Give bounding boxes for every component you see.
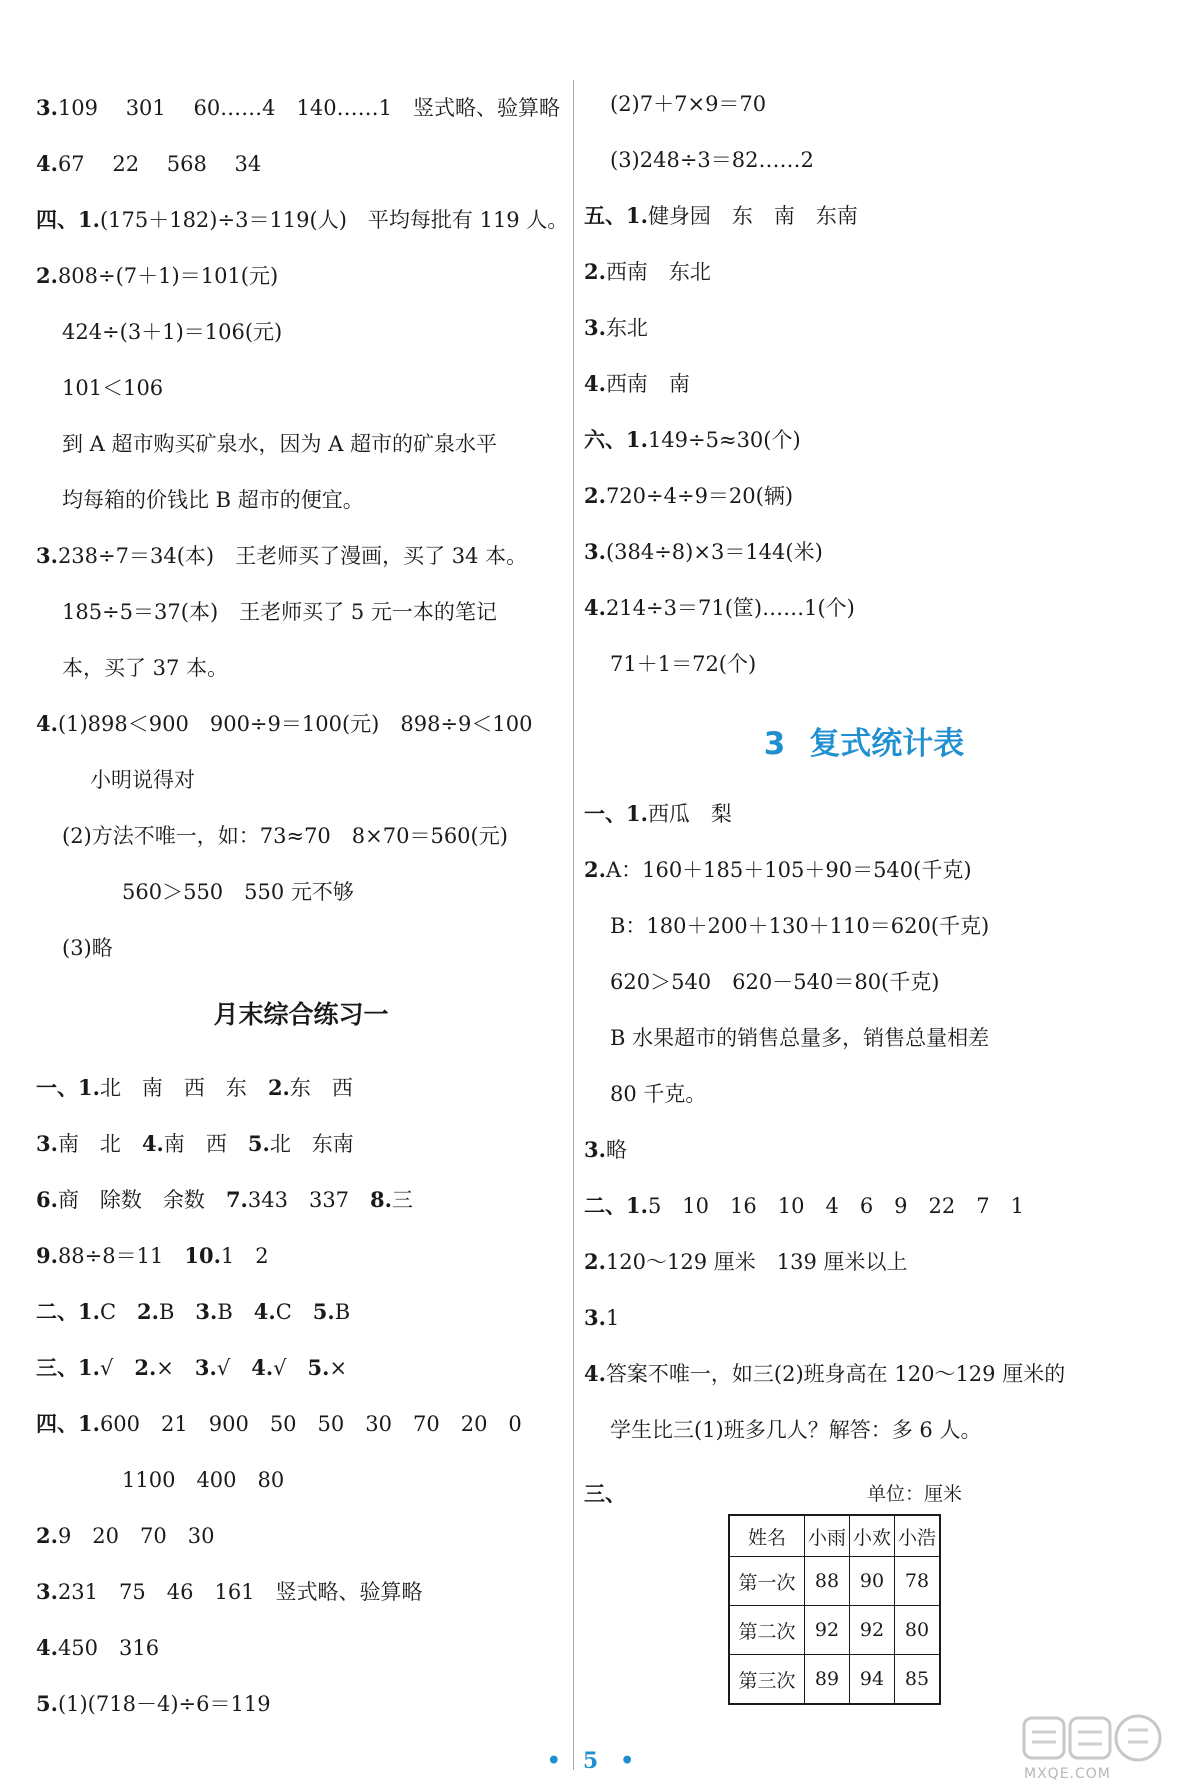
answer-line: 四、1.(175＋182)÷3＝119(人) 平均每批有 119 人。	[36, 207, 569, 232]
answer-line: 五、1.健身园 东 南 东南	[584, 203, 858, 228]
decor-dot: •	[620, 1748, 635, 1774]
chapter-name: 复式统计表	[809, 726, 965, 762]
answer-line: 2.西南 东北	[584, 259, 711, 284]
answer-line: 4.450 316	[36, 1635, 160, 1660]
answer-line: 3.238÷7＝34(本) 王老师买了漫画，买了 34 本。	[36, 543, 528, 568]
answer-line: 560＞550 550 元不够	[122, 880, 354, 904]
answer-line: 六、1.149÷5≈30(个)	[584, 427, 801, 452]
chapter-number: 3	[763, 726, 786, 762]
answer-line: 185÷5＝37(本) 王老师买了 5 元一本的笔记	[62, 600, 497, 624]
table-cell: 88	[805, 1557, 850, 1606]
answer-line: 101＜106	[62, 376, 164, 400]
table-header-cell: 小浩	[895, 1515, 941, 1557]
watermark-text: MXQE.COM	[1024, 1766, 1111, 1782]
table-cell: 第一次	[729, 1557, 805, 1606]
answer-line: 3.1	[584, 1305, 620, 1330]
statistics-table	[728, 1514, 941, 1705]
table-header-cell: 小欢	[850, 1515, 895, 1557]
answer-line: B 水果超市的销售总量多，销售总量相差	[610, 1026, 990, 1050]
answer-line: 9.88÷8＝11 10.1 2	[36, 1243, 269, 1268]
page-number	[0, 1748, 1181, 1774]
answer-line: (2)方法不唯一，如：73≈70 8×70＝560(元)	[62, 824, 508, 848]
answer-line: 四、1.600 21 900 50 50 30 70 20 0	[36, 1411, 522, 1436]
answer-line: (3)略	[62, 936, 113, 960]
answer-line: 4.西南 南	[584, 371, 690, 396]
table-cell: 92	[850, 1606, 895, 1655]
answer-line: 1100 400 80	[122, 1468, 285, 1492]
answer-line: 4.答案不唯一，如三(2)班身高在 120～129 厘米的	[584, 1361, 1066, 1386]
answer-line: 80 千克。	[610, 1082, 707, 1106]
table-row	[729, 1655, 940, 1705]
answer-line: 一、1.北 南 西 东 2.东 西	[36, 1075, 353, 1100]
watermark-emblem-icon	[1020, 1712, 1170, 1768]
answer-line: 71＋1＝72(个)	[610, 652, 757, 676]
table-row	[729, 1557, 940, 1606]
answer-line: 到 A 超市购买矿泉水，因为 A 超市的矿泉水平	[62, 432, 498, 456]
section-title: 月末综合练习一	[213, 1000, 389, 1029]
answer-line: 三、1.√ 2.× 3.√ 4.√ 5.×	[36, 1355, 348, 1380]
answer-line: 424÷(3＋1)＝106(元)	[62, 320, 283, 344]
answer-line: 2.720÷4÷9＝20(辆)	[584, 483, 794, 508]
table-cell: 85	[895, 1655, 941, 1705]
answer-line: 3.(384÷8)×3＝144(米)	[584, 539, 823, 564]
table-cell: 94	[850, 1655, 895, 1705]
table-cell: 第二次	[729, 1606, 805, 1655]
table-cell: 第三次	[729, 1655, 805, 1705]
answer-line: 4.67 22 568 34	[36, 151, 262, 176]
answer-line: 3.略	[584, 1137, 627, 1162]
answer-line: 620＞540 620－540＝80(千克)	[610, 970, 940, 994]
watermark-logo	[1020, 1712, 1170, 1784]
answer-line: 5.(1)(718－4)÷6＝119	[36, 1691, 271, 1716]
answer-line: 3.南 北 4.南 西 5.北 东南	[36, 1131, 354, 1156]
answer-line: 二、1.5 10 16 10 4 6 9 22 7 1	[584, 1193, 1024, 1218]
answer-line: 6.商 除数 余数 7.343 337 8.三	[36, 1187, 413, 1212]
chapter-title	[584, 722, 1144, 766]
table-unit: 单位：厘米	[867, 1483, 963, 1505]
table-cell: 90	[850, 1557, 895, 1606]
answer-line: 三、	[584, 1481, 626, 1506]
answer-line: 2.808÷(7＋1)＝101(元)	[36, 263, 279, 288]
table-header-cell: 姓名	[729, 1515, 805, 1557]
answer-line: 小明说得对	[90, 768, 195, 792]
answer-line: 2.120～129 厘米 139 厘米以上	[584, 1249, 908, 1274]
answer-line: 3.231 75 46 161 竖式略、验算略	[36, 1579, 423, 1604]
table-header-cell: 小雨	[805, 1515, 850, 1557]
table-cell: 78	[895, 1557, 941, 1606]
answer-line: 学生比三(1)班多几人？解答：多 6 人。	[610, 1418, 982, 1442]
answer-line: (2)7＋7×9＝70	[610, 92, 767, 116]
table-cell: 92	[805, 1606, 850, 1655]
answer-line: 2.A：160＋185＋105＋90＝540(千克)	[584, 857, 972, 882]
page-number-value: 5	[582, 1748, 599, 1774]
answer-line: 本，买了 37 本。	[62, 656, 229, 680]
table-cell: 89	[805, 1655, 850, 1705]
answer-line: 2.9 20 70 30	[36, 1523, 215, 1548]
answer-line: 一、1.西瓜 梨	[584, 801, 732, 826]
column-divider	[573, 80, 574, 1770]
table-header-row	[729, 1515, 940, 1557]
table-cell: 80	[895, 1606, 941, 1655]
decor-dot: •	[546, 1748, 561, 1774]
answer-line: (3)248÷3＝82……2	[610, 148, 814, 172]
answer-line: 二、1.C 2.B 3.B 4.C 5.B	[36, 1299, 351, 1324]
table-row	[729, 1606, 940, 1655]
answer-line: 3.东北	[584, 315, 648, 340]
answer-line: 4.214÷3＝71(筐)……1(个)	[584, 595, 855, 620]
answer-line: 4.(1)898＜900 900÷9＝100(元) 898÷9＜100	[36, 711, 533, 736]
answer-line: B：180＋200＋130＋110＝620(千克)	[610, 914, 990, 938]
answer-line: 3.109 301 60……4 140……1 竖式略、验算略	[36, 95, 560, 120]
answer-line: 均每箱的价钱比 B 超市的便宜。	[62, 488, 364, 512]
